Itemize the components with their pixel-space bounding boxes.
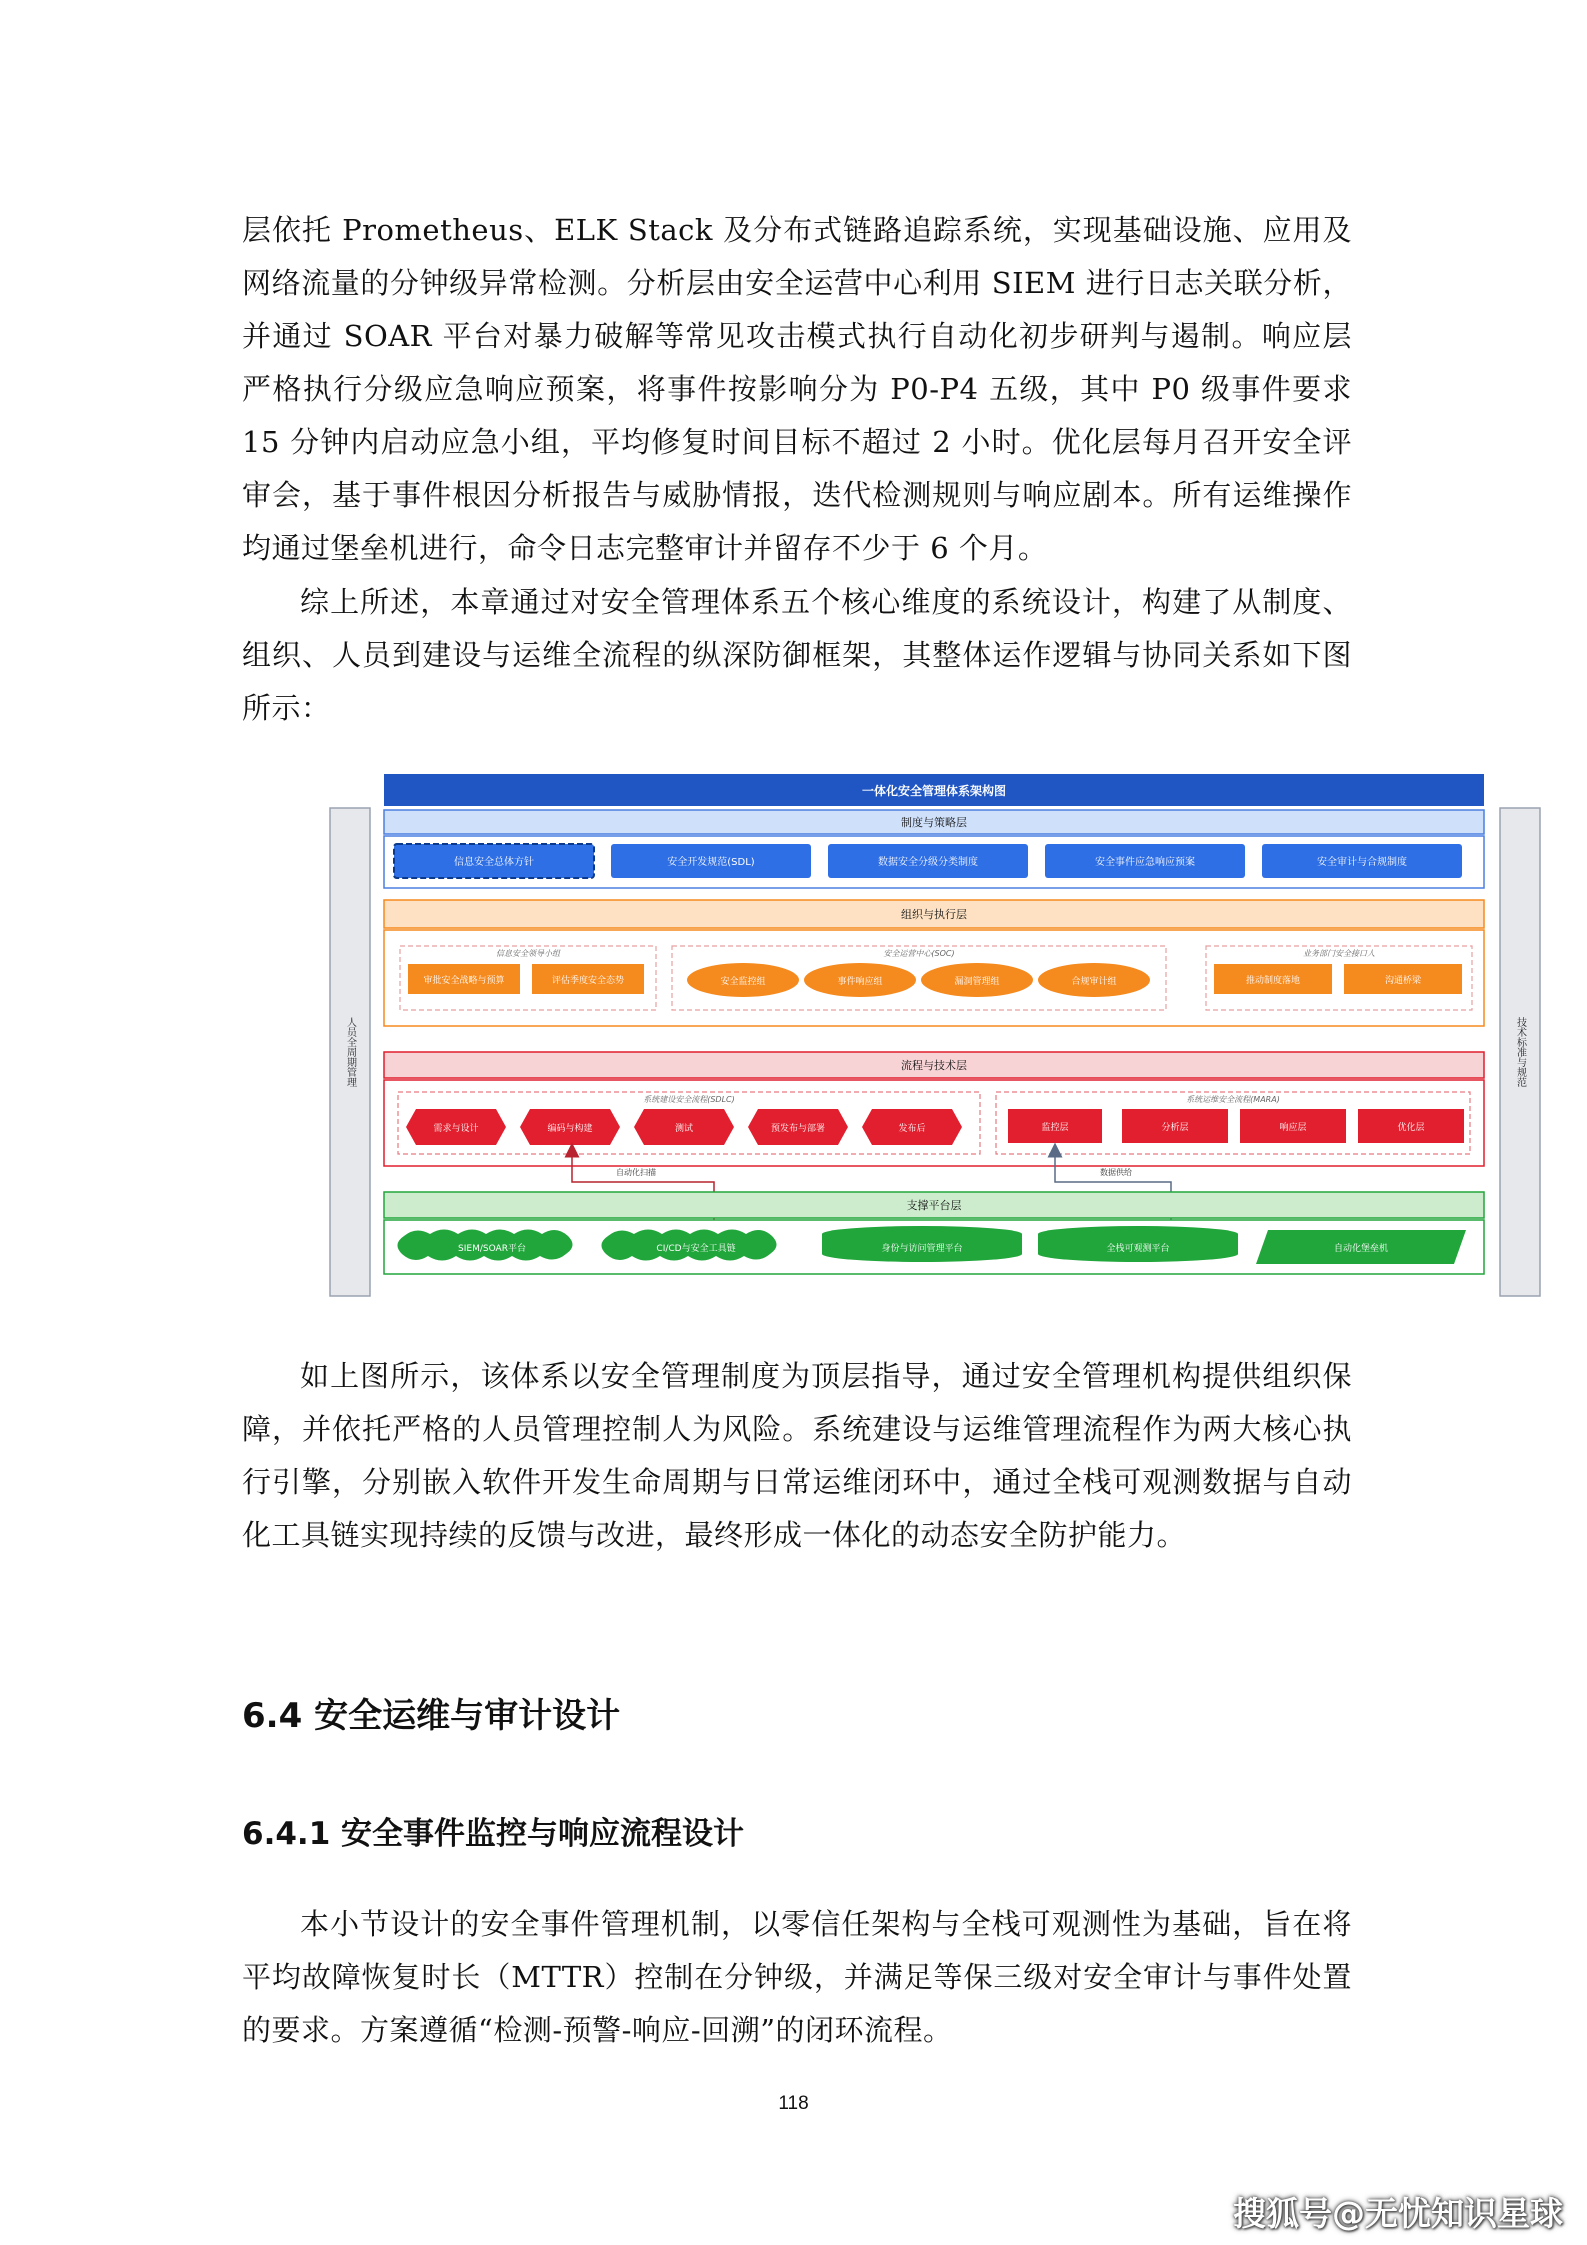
subsection-heading: 6.4.1 安全事件监控与响应流程设计 — [242, 1816, 745, 1852]
layer4-title: 支撑平台层 — [906, 1199, 962, 1212]
layer1-item-3-label: 数据安全分级分类制度 — [878, 857, 978, 868]
paragraph-summary: 综上所述，本章通过对安全管理体系五个核心维度的系统设计，构建了从制度、组织、人员到建设与运维全流程的纵深防御框架，其整体运作逻辑与协同关系如下图所示： — [242, 585, 1352, 725]
layer1-item-1-label: 信息安全总体方针 — [454, 857, 534, 868]
layer2-g2-item-3-label: 漏洞管理组 — [954, 977, 1000, 987]
paragraph-explanation: 如上图所示，该体系以安全管理制度为顶层指导，通过安全管理机构提供组织保障，并依托严格的人员管理控制人为风险。系统建设与运维管理流程作为两大核心执行引擎，分别嵌入软件开发生命周期与日常运维闭环中，通过全栈可观测数据与自动化工具链实现持续的反馈与改进，最终形成一体化的动态安全防护能力。 — [242, 1359, 1352, 1552]
architecture-diagram — [296, 742, 1546, 1332]
paragraph-event-mechanism: 本小节设计的安全事件管理机制，以零信任架构与全栈可观测性为基础，旨在将平均故障恢复时长（MTTR）控制在分钟级，并满足等保三级对安全审计与事件处置的要求。方案遵循“检测-预警-响应-回溯”的闭环流程。 — [242, 1907, 1352, 2047]
layer2-g3-item-1-label: 推动制度落地 — [1245, 976, 1301, 986]
layer3-g2-item-4-label: 优化层 — [1397, 1123, 1425, 1133]
layer4-item-4-label: 全栈可观测平台 — [1106, 1244, 1170, 1254]
layer3-g2-item-2-label: 分析层 — [1161, 1123, 1189, 1133]
layer3-group2-label: 系统运维安全流程(MARA) — [1186, 1095, 1280, 1104]
arrow-auto-scan-label: 自动化扫描 — [616, 1168, 656, 1177]
layer4-item-2-label: CI/CD与安全工具链 — [656, 1244, 736, 1254]
layer4-item-5-label: 自动化堡垒机 — [1333, 1244, 1389, 1254]
layer3-g2-item-1-label: 监控层 — [1041, 1123, 1069, 1133]
source-watermark: 搜狐号@无忧知识星球 — [1233, 2194, 1563, 2233]
layer3-g1-item-4-label: 预发布与部署 — [770, 1124, 826, 1134]
layer3-group1-label: 系统建设安全流程(SDLC) — [643, 1095, 735, 1104]
layer2-title: 组织与执行层 — [901, 908, 967, 921]
layer2-g1-item-1-label: 审批安全战略与预算 — [423, 976, 505, 986]
layer1-item-4-label: 安全事件应急响应预案 — [1095, 857, 1195, 868]
layer2-g2-item-1-label: 安全监控组 — [720, 977, 766, 987]
layer3-title: 流程与技术层 — [901, 1059, 967, 1072]
layer3-g2-item-3-label: 响应层 — [1279, 1123, 1307, 1133]
section-heading: 6.4 安全运维与审计设计 — [242, 1696, 621, 1736]
right-bar-label: 技术标准与规范 — [1514, 1017, 1526, 1087]
layer3-g1-item-1-label: 需求与设计 — [433, 1124, 479, 1134]
layer4-item-1-label: SIEM/SOAR平台 — [458, 1244, 526, 1254]
layer2-group1-label: 信息安全领导小组 — [496, 949, 560, 958]
layer2-g2-item-2-label: 事件响应组 — [837, 977, 883, 987]
layer3-g1-item-3-label: 测试 — [674, 1124, 694, 1134]
layer1-title: 制度与策略层 — [901, 816, 967, 829]
layer2-group2-label: 安全运营中心(SOC) — [883, 949, 955, 958]
layer2-group3-label: 业务部门安全接口人 — [1303, 949, 1375, 958]
layer1-item-2-label: 安全开发规范(SDL) — [667, 857, 755, 868]
layer4-item-3-label: 身份与访问管理平台 — [881, 1244, 963, 1254]
page-number: 118 — [778, 2093, 809, 2114]
paragraph-monitoring: 层依托 Prometheus、ELK Stack 及分布式链路追踪系统，实现基础设施、应用及网络流量的分钟级异常检测。分析层由安全运营中心利用 SIEM 进行日志关联分析，并通过 SOAR 平台对暴力破解等常见攻击模式执行自动化初步研判与遏制。响应层严格执行分级应急响应预案，将事件按影响分为 P0-P4 五级，其中 P0 级事件要求 15 分钟内启动应急小组，平均修复时间目标不超过 2 小时。优化层每月召开安全评审会，基于事件根因分析报告与威胁情报，迭代检测规则与响应剧本。所有运维操作均通过堡垒机进行，命令日志完整审计并留存不少于 6 个月。 — [242, 213, 1352, 565]
layer2-g2-item-4-label: 合规审计组 — [1071, 977, 1117, 987]
layer2-g1-item-2-label: 评估季度安全态势 — [551, 976, 625, 986]
layer2-g3-item-2-label: 沟通桥梁 — [1384, 976, 1422, 986]
layer3-g1-item-5-label: 发布后 — [898, 1124, 926, 1134]
left-bar-label: 人员全周期管理 — [344, 1017, 356, 1087]
diagram-title: 一体化安全管理体系架构图 — [861, 784, 1007, 798]
layer3-g1-item-2-label: 编码与构建 — [547, 1124, 593, 1134]
arrow-data-supply-label: 数据供给 — [1100, 1168, 1132, 1177]
layer1-item-5-label: 安全审计与合规制度 — [1317, 857, 1407, 868]
